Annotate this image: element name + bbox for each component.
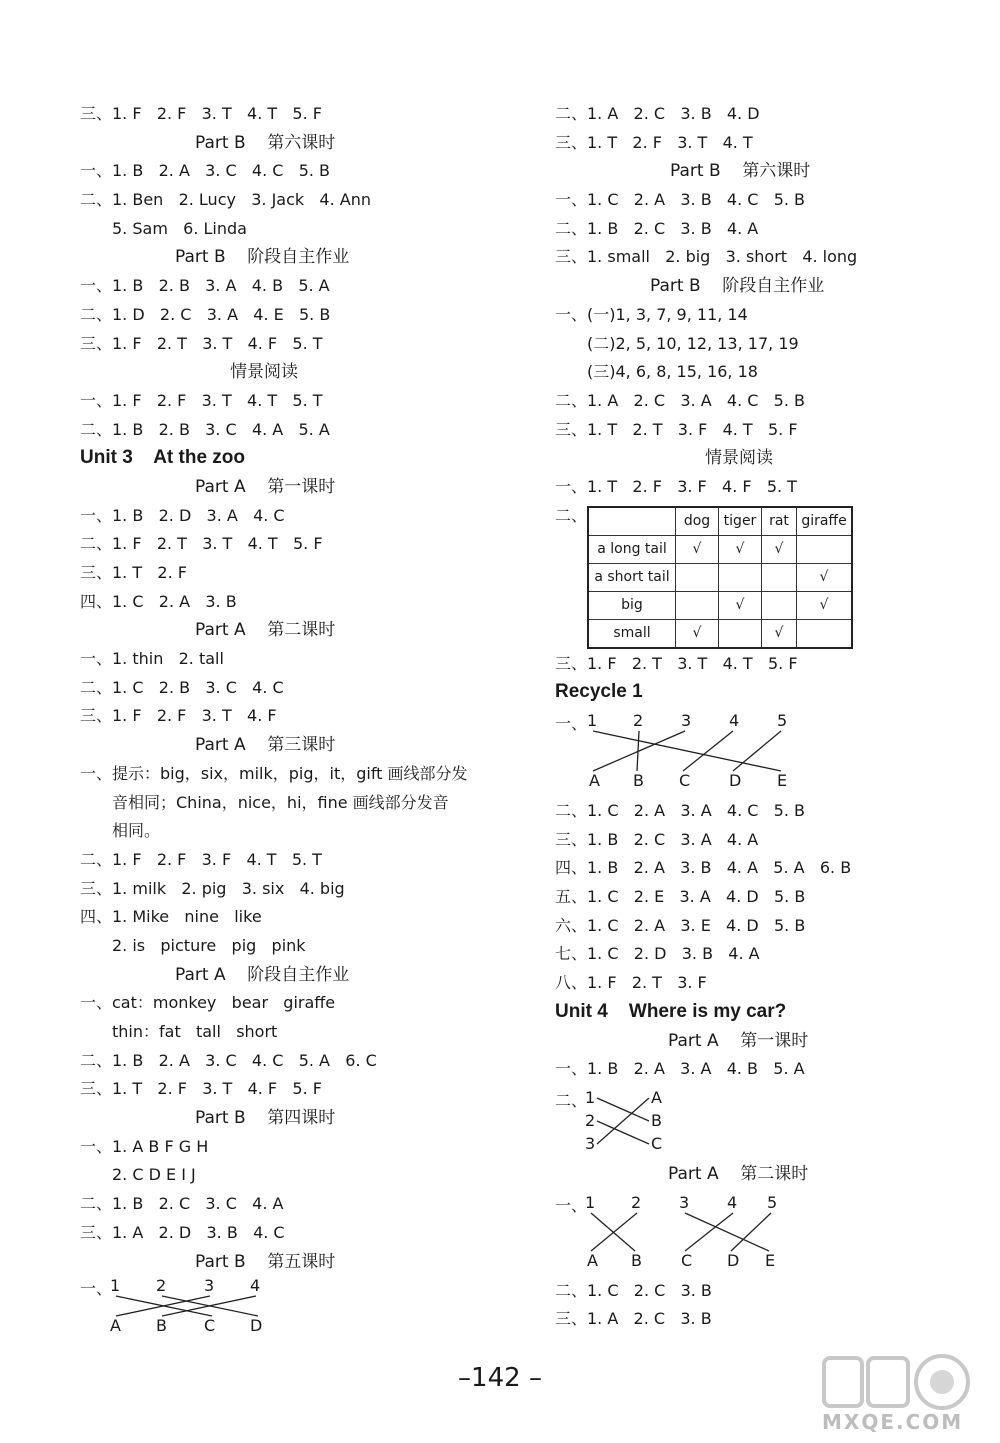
match-bottom-label: B [633,771,644,790]
table-header-cell [588,507,676,536]
answer-row: 三、1. T 2. F 3. T 4. F 5. F [80,1079,322,1099]
match-left-label: 3 [585,1133,596,1153]
answer-row: 三、1. F 2. T 3. T 4. T 5. F [555,653,798,673]
answer-row: thin：fat tall short [112,1022,278,1041]
match-line [597,1121,649,1144]
answer-row: 六、1. C 2. A 3. E 4. D 5. B [555,915,806,935]
answer-row: 三、1. A 2. C 3. B [555,1309,712,1329]
table-cell [797,535,853,563]
section-heading: Part B 第六课时 [195,132,336,153]
section-heading: Part B 第五课时 [195,1251,336,1272]
table-row [588,535,852,563]
table-cell [676,591,719,619]
match-bottom-label: E [765,1250,776,1270]
match-line [597,1098,649,1121]
table-row [588,619,852,648]
match-top-label: 4 [250,1276,261,1296]
match-bottom-label: D [727,1250,740,1270]
table-cell: big [588,591,676,619]
answer-row: 二、1. F 2. F 3. F 4. T 5. T [80,849,322,869]
match-right-label: A [651,1087,662,1107]
match-top-label: 5 [777,711,788,730]
answer-row: 一、cat：monkey bear giraffe [80,993,336,1013]
answer-row: 二、1. B 2. C 3. C 4. A [80,1194,284,1214]
table-header-row [588,507,852,536]
table-cell: √ [676,535,719,563]
match-lines [555,1189,795,1277]
matching-exercise [555,1084,955,1160]
answer-row: 音相同；China，nice，hi，fine 画线部分发音 [112,792,449,812]
match-top-label: 1 [585,1192,596,1212]
match-bottom-label: A [587,1250,598,1270]
answer-row: 一、1. A B F G H [80,1136,209,1156]
match-bottom-label: A [589,771,600,790]
table-cell [676,563,719,591]
table-cell: √ [797,563,853,591]
match-top-label: 2 [156,1276,167,1296]
answer-row: 二、1. C 2. C 3. B [555,1280,712,1300]
left-column [80,100,480,1338]
match-top-label: 1 [110,1276,121,1296]
answer-row: 二、1. A 2. C 3. A 4. C 5. B [555,390,806,410]
answer-row: 一、提示：big，six，milk，pig，it，gift 画线部分发 [80,763,468,783]
section-heading: Part A 第二课时 [195,620,336,641]
answer-row: 八、1. F 2. T 3. F [555,973,707,993]
answer-row: 二、1. D 2. C 3. A 4. E 5. B [80,304,331,324]
answer-row: 三、1. F 2. F 3. T 4. T 5. F [80,104,322,123]
answer-row: 四、1. B 2. A 3. B 4. A 5. A 6. B [555,858,852,878]
match-line [593,731,781,771]
table-header-cell: rat [762,507,797,536]
answer-row: 四、1. C 2. A 3. B [80,591,237,611]
answer-row: (二)2, 5, 10, 12, 13, 17, 19 [587,333,799,353]
table-cell: a short tail [588,563,676,591]
unit-title: Unit 3 At the zoo [80,447,246,469]
table-cell: √ [762,535,797,563]
match-line [685,1213,769,1251]
match-top-label: 5 [767,1192,778,1212]
exercise-prefix: 二、 [555,505,588,525]
match-line [733,731,781,771]
section-heading: Part A 第二课时 [668,1163,809,1184]
answer-row: 三、1. T 2. T 3. F 4. T 5. F [555,419,798,439]
answer-row: 一、1. B 2. A 3. A 4. B 5. A [555,1059,805,1079]
match-top-label: 4 [729,711,740,730]
match-left-label: 1 [585,1087,596,1107]
answer-row: 一、1. thin 2. tall [80,649,224,669]
answer-row: 四、1. Mike nine like [80,907,262,927]
exercise-prefix: 二、 [555,1090,588,1110]
answer-row: 二、1. C 2. A 3. A 4. C 5. B [555,801,806,820]
answer-row: 一、1. C 2. A 3. B 4. C 5. B [555,190,806,210]
answer-row: 5. Sam 6. Linda [112,218,247,238]
answer-table [587,506,853,649]
answer-row: (三)4, 6, 8, 15, 16, 18 [587,362,758,382]
match-right-label: C [651,1133,663,1153]
table-cell [762,591,797,619]
match-line [683,731,733,771]
section-heading: 情景阅读 [705,448,773,469]
answer-row: 一、1. T 2. F 3. F 4. F 5. T [555,476,797,496]
match-lines [80,1276,300,1336]
answer-row: 2. C D E I J [112,1165,196,1185]
table-cell: √ [719,535,762,563]
table-header-cell: giraffe [797,507,853,536]
answer-row: 一、1. F 2. F 3. T 4. T 5. T [80,390,323,410]
answer-row: 三、1. small 2. big 3. short 4. long [555,247,858,267]
section-heading: Part A 阶段自主作业 [175,964,350,985]
unit-title: Unit 4 Where is my car? [555,1000,787,1022]
match-right-label: B [651,1110,662,1130]
table-cell: √ [676,619,719,648]
section-heading: Part B 阶段自主作业 [650,276,825,297]
table-cell: √ [719,591,762,619]
unit-title: Recycle 1 [555,681,643,703]
answer-row: 一、1. B 2. D 3. A 4. C [80,505,285,525]
table-cell: a long tail [588,535,676,563]
match-bottom-label: D [250,1316,263,1336]
answer-row: 五、1. C 2. E 3. A 4. D 5. B [555,887,806,907]
matching-exercise [80,1276,480,1338]
answer-row: 一、(一)1, 3, 7, 9, 11, 14 [555,304,748,324]
answer-row: 二、1. Ben 2. Lucy 3. Jack 4. Ann [80,190,371,210]
match-top-label: 4 [727,1192,738,1212]
answer-table-block [555,502,955,650]
matching-exercise [555,707,955,797]
match-top-label: 2 [633,711,644,730]
match-line [731,1213,771,1251]
section-heading: Part B 第六课时 [670,161,811,182]
table-cell [719,563,762,591]
answer-row: 三、1. T 2. F 3. T 4. T [555,132,753,152]
match-bottom-label: D [729,771,742,790]
match-bottom-label: C [204,1316,216,1336]
section-heading: Part A 第一课时 [195,476,336,497]
table-cell: small [588,619,676,648]
match-bottom-label: B [631,1250,642,1270]
table-cell: √ [797,591,853,619]
table-cell [797,619,853,648]
answer-row: 2. is picture pig pink [112,935,306,955]
answer-row: 二、1. F 2. T 3. T 4. T 5. F [80,534,323,554]
answer-row: 三、1. milk 2. pig 3. six 4. big [80,878,345,898]
table-cell [719,619,762,648]
table-header-cell: tiger [719,507,762,536]
table-cell: √ [762,619,797,648]
answer-row: 七、1. C 2. D 3. B 4. A [555,944,760,964]
match-bottom-label: A [110,1316,121,1336]
answer-row: 一、1. B 2. A 3. C 4. C 5. B [80,161,331,181]
watermark-text: MXQE.COM [822,1410,964,1434]
match-bottom-label: B [156,1316,167,1336]
table-cell [762,563,797,591]
table-header-cell: dog [676,507,719,536]
answer-row: 三、1. T 2. F [80,563,187,582]
match-left-label: 2 [585,1110,596,1130]
match-top-label: 2 [631,1192,642,1212]
exercise-prefix: 一、 [80,1279,113,1299]
match-top-label: 3 [679,1192,690,1212]
exercise-prefix: 一、 [555,714,588,733]
answer-row: 三、1. F 2. T 3. T 4. F 5. T [80,333,323,353]
section-heading: Part A 第三课时 [195,735,336,756]
match-lines [555,707,815,797]
match-bottom-label: C [679,771,691,790]
answer-row: 三、1. F 2. F 3. T 4. F [80,706,277,726]
table-row [588,563,852,591]
answer-row: 一、1. B 2. B 3. A 4. B 5. A [80,276,330,296]
page-number: –142 – [458,1363,542,1393]
answer-row: 二、1. B 2. A 3. C 4. C 5. A 6. C [80,1050,377,1070]
answer-row: 相同。 [112,821,161,841]
section-heading: Part B 第四课时 [195,1108,336,1129]
right-column [555,100,955,1334]
answer-row: 二、1. B 2. B 3. C 4. A 5. A [80,419,330,439]
match-bottom-label: E [777,771,788,790]
section-heading: 情景阅读 [230,362,298,383]
answer-row: 三、1. A 2. D 3. B 4. C [80,1222,285,1242]
match-bottom-label: C [681,1250,693,1270]
section-heading: Part B 阶段自主作业 [175,247,350,268]
match-lines [555,1084,675,1160]
answer-row: 二、1. C 2. B 3. C 4. C [80,677,284,697]
match-line [597,1098,649,1144]
match-top-label: 1 [587,711,598,730]
table-row [588,591,852,619]
answer-row: 三、1. B 2. C 3. A 4. A [555,829,759,849]
section-heading: Part A 第一课时 [668,1030,809,1051]
match-top-label: 3 [204,1276,215,1296]
match-top-label: 3 [681,711,692,730]
matching-exercise [555,1189,955,1277]
answer-row: 二、1. B 2. C 3. B 4. A [555,218,759,238]
answer-row: 二、1. A 2. C 3. B 4. D [555,104,760,123]
exercise-prefix: 一、 [555,1195,588,1215]
